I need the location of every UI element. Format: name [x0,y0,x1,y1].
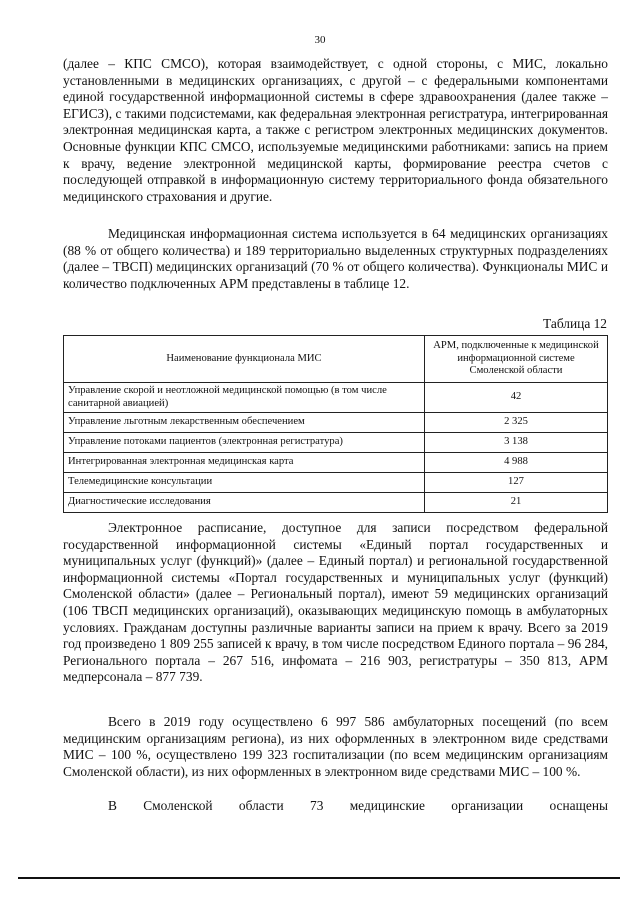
word: В [108,798,117,813]
paragraph-equipped-organizations [63,798,608,815]
paragraph-visits-2019 [63,714,608,780]
word: области [238,798,284,813]
mis-functions-table [63,335,608,513]
column-header-arm: АРМ, подключенные к медицинской информационной системе Смоленской области [425,336,608,383]
paragraph-text: Всего в 2019 году осуществлено 6 997 586 амбулаторных посещений (по всем медицинским организациям региона), из них оформленных в электронном виде средствами МИС – 100 %, осуществлено 199 323 госпитализации (по всем медицинским организациям Смоленской области), из них оформленных в электронном виде средствами МИС – 100 %. [63,714,608,779]
paragraph-mis-usage [63,226,608,292]
arm-count-cell: 127 [425,473,608,493]
function-name-cell: Интегрированная электронная медицинская карта [64,453,425,473]
table-row [64,473,608,493]
paragraph-electronic-schedule [63,520,608,686]
table-row [64,383,608,413]
arm-count-cell: 4 988 [425,453,608,473]
word: 73 [310,798,324,813]
table-row [64,493,608,513]
page-number: 30 [314,34,326,46]
table-row [64,433,608,453]
footer-rule [18,877,620,879]
paragraph-text: Медицинская информационная система используется в 64 медицинских организациях (88 % от общего количества) и 189 территориально выделенных структурных подразделениях (далее – ТВСП) медицинских организаций (70 % от общего количества). Функционалы МИС и количество подключенных АРМ представлены в таблице 12. [63,226,608,291]
table-caption: Таблица 12 [543,316,607,331]
paragraph-last-line [63,798,608,815]
paragraph-kps-smso [63,56,608,205]
function-name-cell: Телемедицинские консультации [64,473,425,493]
arm-count-cell: 42 [425,383,608,413]
function-name-cell: Управление потоками пациентов (электронная регистратура) [64,433,425,453]
paragraph-text: (далее – КПС СМСО), которая взаимодействует, с одной стороны, с МИС, локально установленными в медицинских организациях, с другой – с федеральными компонентами единой государственной информационной системы в сфере здравоохранения (далее также – ЕГИСЗ), с такими подсистемами, как федеральная электронная регистратура, интегрированная электронная медицинская карта, а также с регистром электронных медицинских документов. Основные функции КПС СМСО, используемые медицинскими работниками: запись на прием к врачу, ведение электронной медицинской карты, формирование реестра счетов с последующей отправкой в информационную систему территориального фонда обязательного медицинского страхования и другие. [63,56,608,204]
table-header-row [64,336,608,383]
word: организации [451,798,524,813]
paragraph-text: Электронное расписание, доступное для записи посредством федеральной государственной информационной системы «Единый портал государственных и муниципальных услуг (функций)» (далее – Единый портал) и региональной государственной информационной системы «Портал государственных и муниципальных услуг (функций) Смоленской области» (далее – Региональный портал), имеют 59 медицинских организаций (106 ТВСП медицинских организаций), оказывающих медицинскую помощь в амбулаторных условиях. Гражданам доступны различные варианты записи на прием к врачу. Всего за 2019 год произведено 1 809 255 записей к врачу, в том числе посредством Единого портала – 96 284, Регионального портала – 267 516, инфомата – 216 903, регистратуры – 350 813, АРМ медперсонала – 877 739. [63,520,608,685]
word: медицинские [349,798,425,813]
arm-count-cell: 21 [425,493,608,513]
table-row [64,413,608,433]
arm-count-cell: 2 325 [425,413,608,433]
word: Смоленской [143,798,213,813]
function-name-cell: Управление скорой и неотложной медицинской помощью (в том числе санитарной авиацией) [64,383,425,413]
word: оснащены [549,798,608,813]
function-name-cell: Управление льготным лекарственным обеспечением [64,413,425,433]
arm-count-cell: 3 138 [425,433,608,453]
function-name-cell: Диагностические исследования [64,493,425,513]
table-row [64,453,608,473]
column-header-name: Наименование функционала МИС [64,336,425,383]
